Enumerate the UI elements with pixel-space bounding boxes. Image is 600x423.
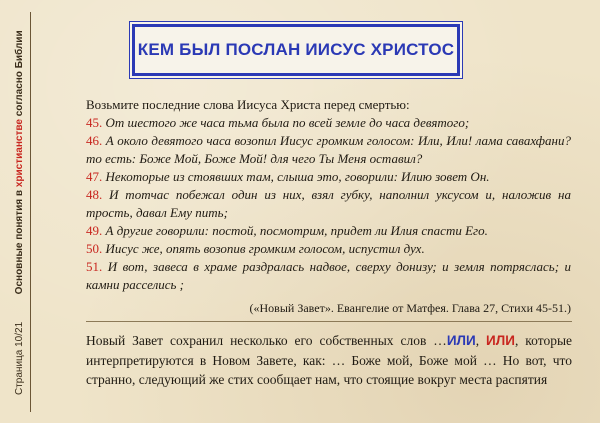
verse-number: 50.: [86, 241, 103, 256]
body-comma: ,: [475, 333, 487, 348]
verse-number: 45.: [86, 115, 103, 130]
series-title-part1: Основные понятия в: [14, 187, 25, 295]
page-title: КЕМ БЫЛ ПОСЛАН ИИСУС ХРИСТОС: [137, 40, 455, 59]
verse-number: 48.: [86, 187, 103, 202]
verse: [86, 258, 571, 294]
highlight-word-1: ИЛИ: [446, 333, 476, 348]
verse: [86, 132, 571, 168]
page-number: Страница 10/21: [14, 321, 25, 395]
quote-intro: Возьмите последние слова Иисуса Христа перед смертью:: [86, 97, 410, 112]
highlight-word-2: ИЛИ: [486, 333, 515, 348]
side-rail: [0, 0, 28, 423]
body-paragraph: [86, 331, 572, 390]
verse-text: И вот, завеса в храме раздралась надвое, сверху донизу; и земля потряслась; и камни расселись ;: [86, 259, 571, 292]
title-box: [132, 24, 460, 76]
verse-number: 46.: [86, 133, 103, 148]
side-divider: [30, 12, 31, 412]
verse-number: 47.: [86, 169, 103, 184]
body-text-part2: , которые интерпретируются в Новом Завете, как: … Боже мой, Боже мой … Но вот, что странно, следующий же стих сообщает нам, что стоящие вокруг места распятия: [86, 333, 573, 387]
series-title-part2: согласно Библии: [14, 30, 25, 120]
verse-text: А другие говорили: постой, посмотрим, придет ли Илия спасти Его.: [102, 223, 488, 238]
verse-text: А около девятого часа возопил Иисус громким голосом: Или, Или! лама савахфани? то есть: Боже Мой, Боже Мой! для чего Ты Меня оставил?: [86, 133, 571, 166]
quote-source: («Новый Завет». Евангелие от Матфея. Глава 27, Стихи 45-51.): [249, 301, 571, 315]
verse-text: Иисус же, опять возопив громким голосом, испустил дух.: [102, 241, 425, 256]
scripture-quote: [86, 96, 571, 294]
verse-text: От шестого же часа тьма была по всей земле до часа девятого;: [102, 115, 470, 130]
side-caption: [14, 30, 26, 395]
verse-text: И тотчас побежал один из них, взял губку, наполнил уксусом и, наложив на трость, давал Ему пить;: [86, 187, 571, 220]
verse: [86, 222, 571, 240]
verse: [86, 186, 571, 222]
verse-number: 51.: [86, 259, 103, 274]
verse: [86, 240, 571, 258]
verse-text: Некоторые из стоявших там, слыша это, говорили: Илию зовет Он.: [102, 169, 490, 184]
verse: [86, 168, 571, 186]
verse-number: 49.: [86, 223, 103, 238]
verse: [86, 114, 571, 132]
body-text-part1: Новый Завет сохранил несколько его собственных слов …: [86, 333, 447, 348]
section-divider: [86, 321, 572, 322]
series-title-highlight: христианстве: [14, 119, 25, 188]
